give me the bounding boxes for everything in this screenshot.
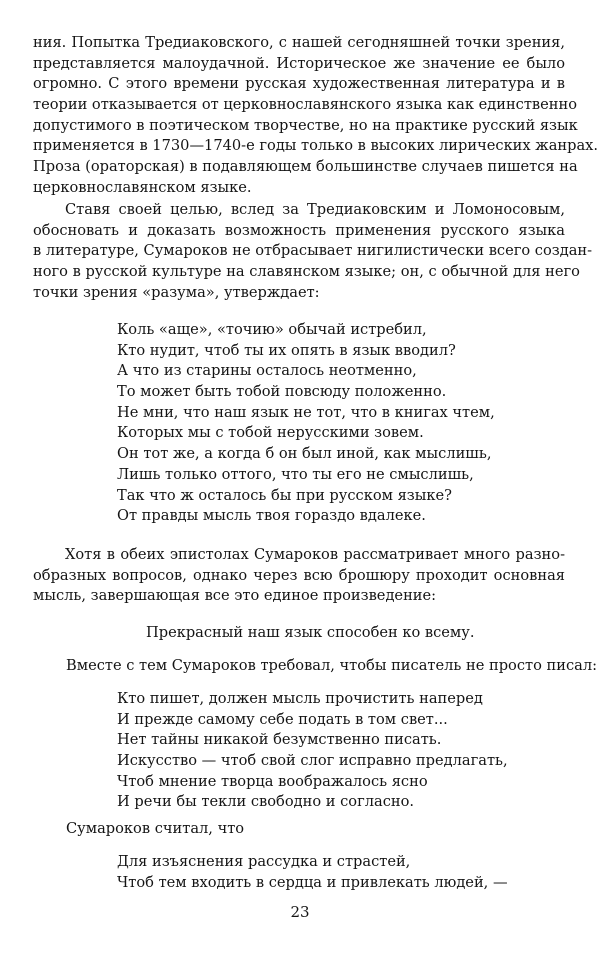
verse-line: И речи бы текли свободно и согласно. <box>117 793 415 811</box>
verse-line: Коль «аще», «точию» обычай истребил, <box>117 321 427 338</box>
quote-line: Прекрасный наш язык способен ко всему. <box>146 624 475 641</box>
verse-block-1 <box>117 320 495 527</box>
text-line: обосновать и доказать возможность применения русского языка <box>33 221 565 239</box>
paragraph-3 <box>33 545 565 607</box>
verse-line: Нет тайны никакой безумственно писать. <box>117 731 442 749</box>
verse-line: А что из старины осталось неотменно, <box>117 362 417 380</box>
verse-line: Он тот же, а когда б он был иной, как мыслишь, <box>117 445 492 463</box>
paragraph-2 <box>33 200 593 303</box>
text-line: ного в русской культуре на славянском языке; он, с обычной для него <box>33 263 580 281</box>
text-line: Ставя своей целью, вслед за Тредиаковским и Ломоносовым, <box>65 201 565 218</box>
text-line: огромно. С этого времени русская художественная литература и в <box>33 75 565 93</box>
page-number: 23 <box>290 903 310 921</box>
text-line: образных вопросов, однако через всю брошюру проходит основная <box>33 566 565 584</box>
verse-line: Которых мы с тобой нерусскими зовем. <box>117 424 424 442</box>
text-line: ния. Попытка Тредиаковского, с нашей сегодняшней точки зрения, <box>33 34 565 51</box>
verse-line: Кто нудит, чтоб ты их опять в язык вводил? <box>117 341 456 359</box>
paragraph-4: Вместе с тем Сумароков требовал, чтобы писатель не просто писал: <box>66 657 598 674</box>
text-line: Проза (ораторская) в подавляющем большинстве случаев пишется на <box>33 158 578 176</box>
verse-line: Лишь только оттого, что ты его не смыслишь, <box>117 465 474 483</box>
verse-line: Для изъяснения рассудка и страстей, <box>117 853 411 870</box>
verse-line: Так что ж осталось бы при русском языке? <box>117 486 452 504</box>
verse-line: Искусство — чтоб свой слог исправно предлагать, <box>117 752 508 770</box>
text-line: теории отказывается от церковнославянского языка как единственно <box>33 96 578 114</box>
text-line: мысль, завершающая все это единое произведение: <box>33 587 437 605</box>
verse-block-2 <box>117 689 508 813</box>
paragraph-1 <box>33 33 599 199</box>
verse-line: Кто пишет, должен мысль прочистить наперед <box>117 690 483 707</box>
text-line: представляется малоудачной. Историческое же значение ее было <box>33 54 565 72</box>
verse-line: От правды мысль твоя гораздо вдалеке. <box>117 507 426 525</box>
text-line: применяется в 1730—1740-е годы только в высоких лирических жанрах. <box>33 137 599 155</box>
verse-line: Не мни, что наш язык не тот, что в книгах чтем, <box>117 403 495 421</box>
text-line: в литературе, Сумароков не отбрасывает нигилистически всего создан- <box>33 242 593 260</box>
verse-line: Чтоб мнение творца воображалось ясно <box>117 772 428 790</box>
paragraph-5: Сумароков считал, что <box>66 820 245 837</box>
text-line: Хотя в обеих эпистолах Сумароков рассматривает много разно- <box>65 546 565 563</box>
verse-line: Чтоб тем входить в сердца и привлекать людей, — <box>117 873 508 891</box>
verse-line: И прежде самому себе подать в том свет... <box>117 710 448 728</box>
verse-line: То может быть тобой повсюду положенно. <box>117 383 447 401</box>
verse-block-3 <box>117 852 508 893</box>
text-line: церковнославянском языке. <box>33 178 252 196</box>
text-line: допустимого в поэтическом творчестве, но на практике русский язык <box>33 116 578 134</box>
text-line: точки зрения «разума», утверждает: <box>33 283 320 301</box>
